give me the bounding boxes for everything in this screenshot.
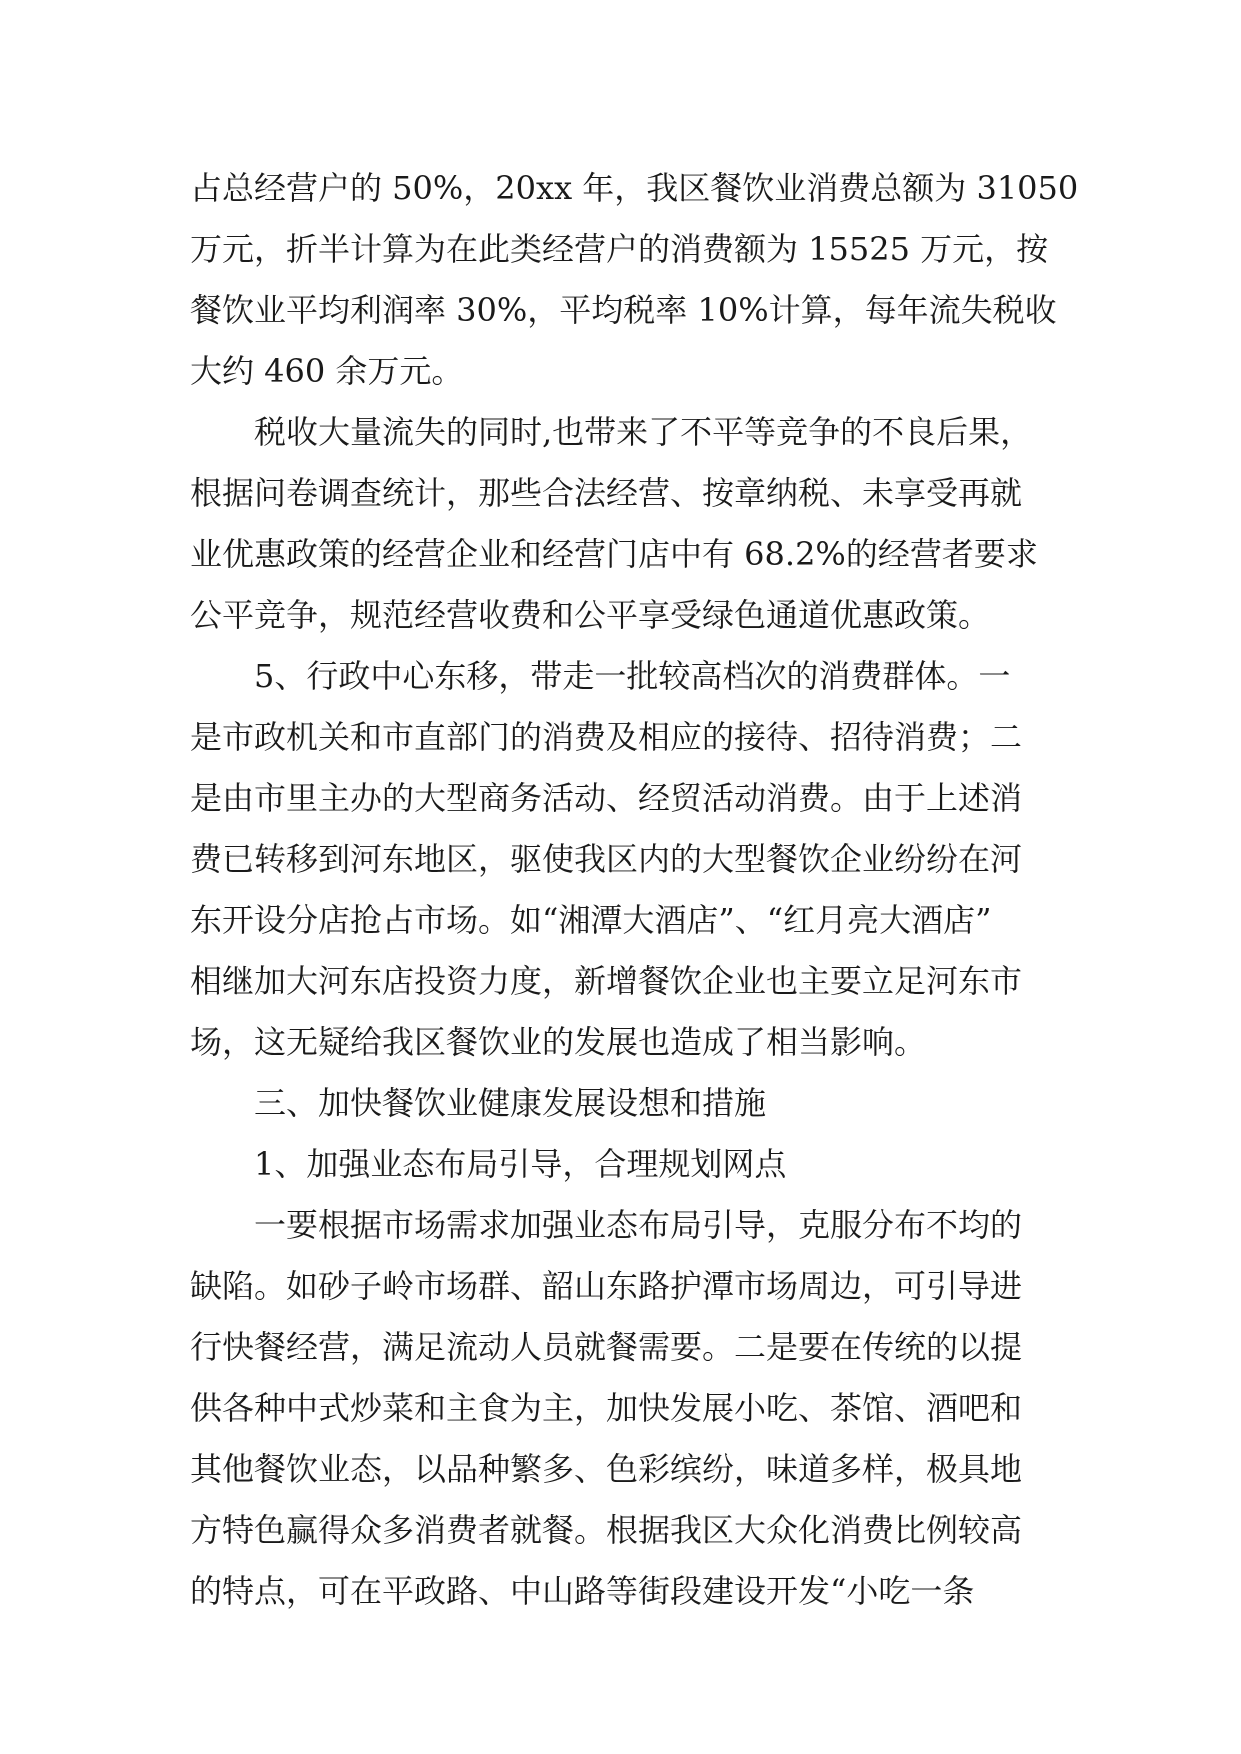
section-heading: 三、加快餐饮业健康发展设想和措施 (190, 1084, 767, 1122)
text-line: 供各种中式炒菜和主食为主，加快发展小吃、茶馆、酒吧和 (190, 1389, 1023, 1427)
text-line: 方特色赢得众多消费者就餐。根据我区大众化消费比例较高 (190, 1511, 1023, 1549)
text-line: 费已转移到河东地区，驱使我区内的大型餐饮企业纷纷在河 (190, 840, 1023, 878)
text-line: 相继加大河东店投资力度，新增餐饮企业也主要立足河东市 (190, 962, 1023, 1000)
body-text (190, 158, 1079, 1622)
text-line: 公平竞争，规范经营收费和公平享受绿色通道优惠政策。 (190, 596, 991, 634)
text-line: 其他餐饮业态，以品种繁多、色彩缤纷，味道多样，极具地 (190, 1450, 1023, 1488)
text-line: 缺陷。如砂子岭市场群、韶山东路护潭市场周边，可引导进 (190, 1267, 1023, 1305)
text-line: 的特点，可在平政路、中山路等街段建设开发“小吃一条 (190, 1572, 975, 1610)
text-line: 税收大量流失的同时,也带来了不平等竞争的不良后果， (190, 413, 1033, 451)
subsection-heading: 1、加强业态布局引导，合理规划网点 (190, 1145, 787, 1183)
text-line: 餐饮业平均利润率 30%，平均税率 10%计算，每年流失税收 (190, 291, 1057, 329)
text-line: 根据问卷调查统计，那些合法经营、按章纳税、未享受再就 (190, 474, 1023, 512)
text-line: 是市政机关和市直部门的消费及相应的接待、招待消费；二 (190, 718, 1023, 756)
text-line: 5、行政中心东移，带走一批较高档次的消费群体。一 (190, 657, 1011, 695)
text-line: 一要根据市场需求加强业态布局引导，克服分布不均的 (190, 1206, 1023, 1244)
text-line: 大约 460 余万元。 (190, 352, 464, 390)
text-line: 东开设分店抢占市场。如“湘潭大酒店”、“红月亮大酒店” (190, 901, 992, 939)
text-line: 场，这无疑给我区餐饮业的发展也造成了相当影响。 (190, 1023, 927, 1061)
text-line: 行快餐经营，满足流动人员就餐需要。二是要在传统的以提 (190, 1328, 1023, 1366)
text-line: 万元，折半计算为在此类经营户的消费额为 15525 万元，按 (190, 230, 1049, 268)
text-line: 占总经营户的 50%，20xx 年，我区餐饮业消费总额为 31050 (190, 169, 1079, 207)
text-line: 是由市里主办的大型商务活动、经贸活动消费。由于上述消 (190, 779, 1023, 817)
text-line: 业优惠政策的经营企业和经营门店中有 68.2%的经营者要求 (190, 535, 1038, 573)
